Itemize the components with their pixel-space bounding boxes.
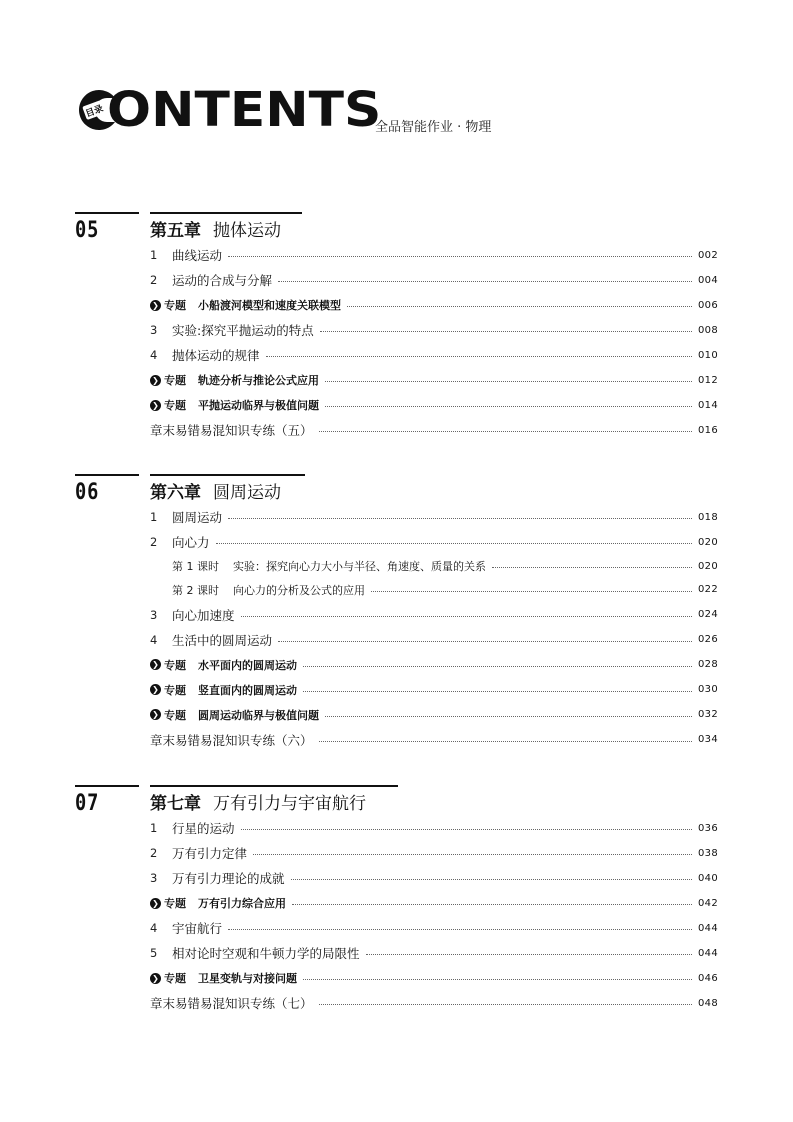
page-number: 006 [698, 299, 718, 311]
toc-entry-topic[interactable] [150, 682, 718, 698]
dot-leader [278, 632, 692, 642]
page-number: 046 [698, 972, 718, 984]
chapter-title [150, 216, 281, 241]
chapter-title-rule [150, 474, 305, 476]
dot-leader [319, 995, 692, 1005]
dot-leader [253, 845, 692, 855]
chapter-title-rule [150, 212, 302, 214]
topic-tag: 专题 [164, 299, 186, 312]
page-number: 022 [698, 584, 718, 595]
dot-leader [492, 558, 692, 568]
page-number: 008 [698, 324, 718, 336]
dot-leader [319, 732, 692, 742]
entry-title: 向心加速度 [172, 607, 235, 623]
page-number: 010 [698, 349, 718, 361]
chevron-right-icon: ❯ [150, 375, 161, 386]
lesson-label: 第 2 课时 [172, 583, 219, 597]
toc-entry-topic[interactable] [150, 895, 718, 911]
toc-entry-review[interactable] [150, 422, 718, 438]
entry-title: 水平面内的圆周运动 [198, 658, 297, 672]
chapter-number-rule [75, 474, 139, 476]
entry-number: 4 [150, 921, 158, 935]
entry-number: 4 [150, 632, 158, 647]
entry-title: 竖直面内的圆周运动 [198, 683, 297, 697]
page-number: 048 [698, 997, 718, 1009]
toc-entry-item[interactable] [150, 820, 718, 836]
dot-leader [266, 347, 692, 357]
page-number: 044 [698, 922, 718, 934]
entry-title: 生活中的圆周运动 [172, 632, 273, 648]
entry-title: 卫星变轨与对接问题 [198, 972, 297, 985]
dot-leader [325, 372, 692, 382]
toc-entry-item[interactable] [150, 632, 718, 648]
toc-entry-item[interactable] [150, 347, 718, 363]
toc-entry-item[interactable] [150, 870, 718, 886]
entry-title: 平抛运动临界与极值问题 [198, 399, 319, 412]
dot-leader [241, 820, 692, 830]
topic-tag: 专题 [164, 399, 186, 412]
chevron-right-icon: ❯ [150, 684, 161, 695]
page-number: 016 [698, 424, 718, 436]
entry-title: 实验:探究平抛运动的特点 [172, 323, 314, 338]
toc-entry-topic[interactable] [150, 657, 718, 673]
chapter-number-rule [75, 785, 139, 787]
page-number: 028 [698, 659, 718, 670]
toc-entry-item[interactable] [150, 272, 718, 288]
entry-title: 小船渡河模型和速度关联模型 [198, 299, 341, 312]
entry-title: 曲线运动 [172, 248, 223, 263]
entry-number: 2 [150, 273, 158, 287]
toc-entry-sub[interactable] [172, 558, 718, 574]
toc-entry-item[interactable] [150, 534, 718, 550]
page-number: 004 [698, 274, 718, 286]
entry-number: 4 [150, 348, 158, 362]
entry-title: 圆周运动临界与极值问题 [198, 708, 319, 722]
entry-number: 3 [150, 323, 158, 337]
entry-title: 轨迹分析与推论公式应用 [198, 374, 319, 387]
topic-tag: 专题 [164, 658, 186, 672]
toc-entry-topic[interactable] [150, 297, 718, 313]
entry-title: 实验：探究向心力大小与半径、角速度、质量的关系 [233, 560, 486, 573]
chapter-name: 抛体运动 [213, 221, 281, 241]
chapter-number: 05 [75, 218, 100, 243]
chapter-name: 万有引力与宇宙航行 [213, 794, 366, 814]
toc-entry-item[interactable] [150, 845, 718, 861]
dot-leader [228, 920, 692, 930]
contents-logo-text: ONTENTS [107, 82, 382, 138]
toc-entry-topic[interactable] [150, 372, 718, 388]
toc-entry-item[interactable] [150, 607, 718, 623]
page-number: 044 [698, 947, 718, 959]
page-number: 014 [698, 399, 718, 411]
topic-tag: 专题 [164, 374, 186, 387]
chevron-right-icon: ❯ [150, 709, 161, 720]
dot-leader [325, 397, 692, 407]
chevron-right-icon: ❯ [150, 400, 161, 411]
page-number: 038 [698, 847, 718, 859]
page-number: 012 [698, 374, 718, 386]
entry-title: 章末易错易混知识专练（七） [150, 996, 313, 1011]
toc-entry-item[interactable] [150, 920, 718, 936]
dot-leader [216, 534, 692, 544]
chapter-label: 第七章 [150, 794, 201, 814]
topic-tag: 专题 [164, 972, 186, 985]
chapter-number: 06 [75, 480, 100, 505]
chapter-label: 第五章 [150, 221, 201, 241]
entry-number: 1 [150, 510, 158, 524]
toc-entry-sub[interactable] [172, 582, 718, 598]
entry-title: 运动的合成与分解 [172, 273, 273, 288]
toc-entry-item[interactable] [150, 322, 718, 338]
entry-number: 1 [150, 821, 158, 835]
entry-title: 万有引力综合应用 [198, 897, 286, 910]
dot-leader [319, 422, 692, 432]
page-number: 030 [698, 684, 718, 695]
entry-title: 向心力的分析及公式的应用 [233, 583, 365, 597]
dot-leader [303, 682, 692, 692]
entry-title: 宇宙航行 [172, 921, 223, 936]
dot-leader [303, 657, 692, 667]
topic-tag: 专题 [164, 683, 186, 697]
chapter-title [150, 478, 281, 503]
dot-leader [228, 247, 692, 257]
chapter-name: 圆周运动 [213, 483, 281, 503]
toc-entry-topic[interactable] [150, 970, 718, 986]
page-number: 042 [698, 897, 718, 909]
entry-title: 万有引力定律 [172, 846, 248, 861]
page-number: 002 [698, 249, 718, 261]
dot-leader [292, 895, 692, 905]
chapter-number: 07 [75, 791, 100, 816]
entry-title: 圆周运动 [172, 510, 223, 525]
entry-number: 3 [150, 871, 158, 885]
toc-entry-item[interactable] [150, 945, 718, 961]
lesson-label: 第 1 课时 [172, 560, 219, 573]
entry-title: 向心力 [172, 535, 210, 550]
topic-tag: 专题 [164, 897, 186, 910]
toc-entry-review[interactable] [150, 732, 718, 748]
chapter-number-rule [75, 212, 139, 214]
toc-entry-topic[interactable] [150, 707, 718, 723]
page-number: 018 [698, 511, 718, 523]
logo-badge: 目录 [84, 104, 105, 120]
toc-entry-item[interactable] [150, 509, 718, 525]
toc-entry-item[interactable] [150, 247, 718, 263]
book-subtitle: 全品智能作业 · 物理 [375, 120, 492, 135]
page-number: 032 [698, 709, 718, 720]
dot-leader [347, 297, 692, 307]
entry-number: 2 [150, 535, 158, 549]
page-number: 034 [698, 734, 718, 745]
dot-leader [320, 322, 692, 332]
toc-entry-review[interactable] [150, 995, 718, 1011]
entry-title: 万有引力理论的成就 [172, 871, 285, 886]
chevron-right-icon: ❯ [150, 659, 161, 670]
dot-leader [366, 945, 692, 955]
entry-title: 行星的运动 [172, 821, 235, 836]
entry-title: 章末易错易混知识专练（六） [150, 732, 313, 748]
chapter-title-rule [150, 785, 398, 787]
chevron-right-icon: ❯ [150, 300, 161, 311]
entry-title: 章末易错易混知识专练（五） [150, 423, 313, 438]
dot-leader [241, 607, 692, 617]
page-number: 040 [698, 872, 718, 884]
entry-number: 1 [150, 248, 158, 262]
dot-leader [325, 707, 692, 717]
dot-leader [371, 582, 692, 592]
chapter-title [150, 789, 366, 814]
entry-number: 5 [150, 946, 158, 960]
entry-title: 抛体运动的规律 [172, 348, 260, 363]
page-number: 024 [698, 609, 718, 620]
dot-leader [303, 970, 692, 980]
page-number: 020 [698, 536, 718, 548]
page-number: 020 [698, 560, 718, 572]
chevron-right-icon: ❯ [150, 973, 161, 984]
chapter-label: 第六章 [150, 483, 201, 503]
entry-number: 3 [150, 607, 158, 622]
dot-leader [228, 509, 692, 519]
page-number: 026 [698, 634, 718, 645]
chevron-right-icon: ❯ [150, 898, 161, 909]
dot-leader [278, 272, 692, 282]
toc-entry-topic[interactable] [150, 397, 718, 413]
dot-leader [291, 870, 692, 880]
topic-tag: 专题 [164, 708, 186, 722]
entry-title: 相对论时空观和牛顿力学的局限性 [172, 946, 360, 961]
entry-number: 2 [150, 846, 158, 860]
page-number: 036 [698, 822, 718, 834]
